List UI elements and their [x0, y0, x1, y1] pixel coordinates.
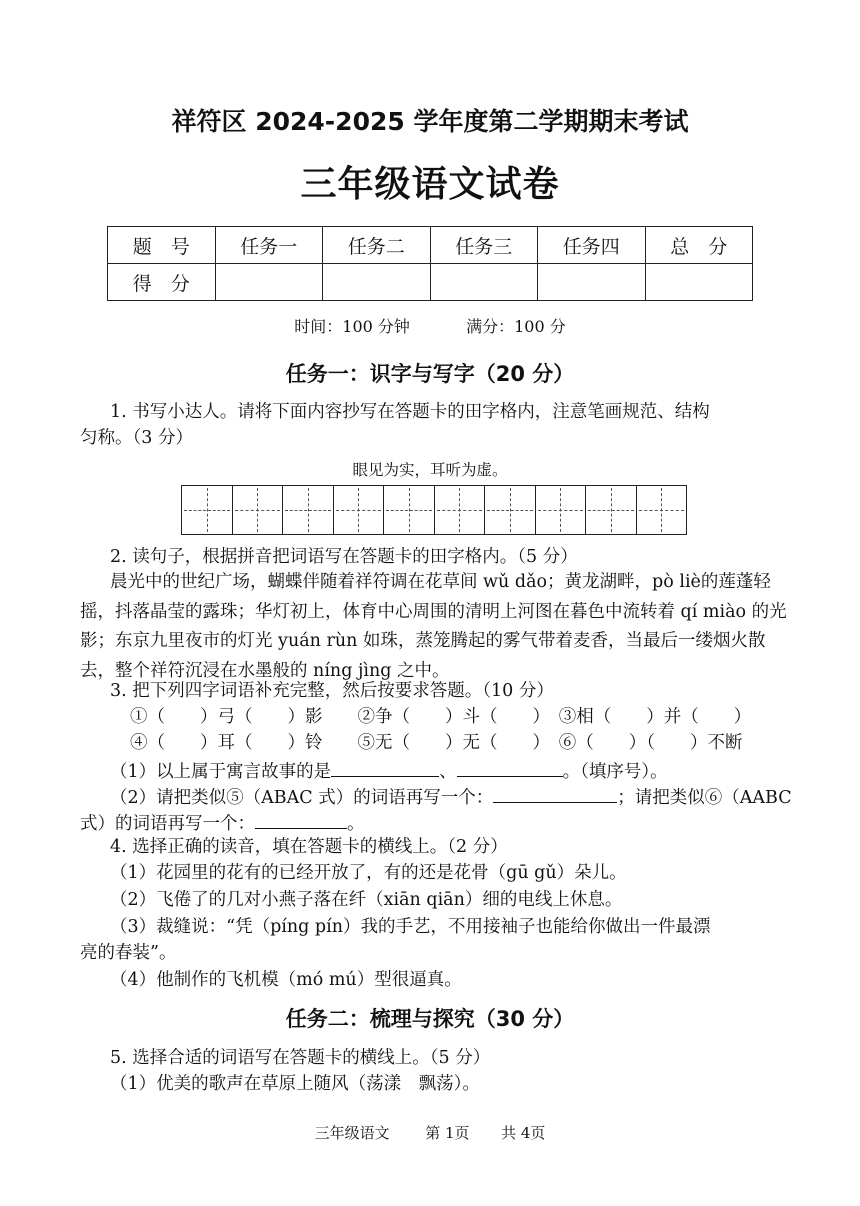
- page-footer: [0, 1122, 860, 1143]
- q3-sub2-cont: ；请把类似⑥（AABC: [617, 788, 792, 808]
- q4-item3: （3）裁缝说：“凭（píng pín）我的手艺，不用接袖子也能给你做出一件最漂: [110, 917, 711, 937]
- tianzige-grid[interactable]: [181, 485, 687, 535]
- section-1-title: 任务一：识字与写字（20 分）: [285, 362, 575, 386]
- score-header-cell: 任务三: [430, 227, 538, 264]
- tianzige-cell[interactable]: [383, 486, 434, 534]
- q3-sub1: [110, 758, 668, 785]
- footer-total: 共 4页: [501, 1124, 546, 1142]
- q2-passage: 晨光中的世纪广场，蝴蝶伴随着祥符调在花草间 wǔ dǎo；黄龙湖畔，pò liè的莲蓬轻摇，抖落晶莹的露珠；华灯初上，体育中心周围的清明上河图在暮色中流转着 qí miào 的光影；东京九里夜市的灯光 yuán rùn 如珠，蒸笼腾起的雾气带着麦香，当最后一缕烟火散去，整个祥符沉浸在水墨般的 níng jìng 之中。: [80, 572, 787, 681]
- score-cell[interactable]: [538, 264, 646, 301]
- answer-blank[interactable]: [493, 784, 617, 803]
- score-header-cell: 任务一: [215, 227, 323, 264]
- q3-sub2-prompt2: 式）的词语再写一个：: [80, 814, 255, 834]
- q3-sub1-sep: 、: [439, 762, 457, 782]
- q3-sub2-line2: [80, 810, 365, 837]
- exam-info: [0, 314, 860, 337]
- tianzige-cell[interactable]: [585, 486, 636, 534]
- tianzige-cell[interactable]: [636, 486, 687, 534]
- score-row-label: 得 分: [108, 264, 216, 301]
- score-header-cell: 总 分: [645, 227, 753, 264]
- q3-idioms-row2: ④（ ）耳（ ）铃 ⑤无（ ）无（ ） ⑥（ ）（ ）不断: [130, 733, 743, 753]
- q4-title: 4. 选择正确的读音，填在答题卡的横线上。（2 分）: [110, 837, 508, 857]
- q3-title: 3. 把下列四字词语补充完整，然后按要求答题。（10 分）: [110, 681, 554, 701]
- score-cell[interactable]: [215, 264, 323, 301]
- q4-item3-cont: 亮的春装”。: [80, 943, 177, 963]
- exam-time: 时间：100 分钟: [294, 317, 410, 336]
- tianzige-cell[interactable]: [282, 486, 333, 534]
- score-table-header-row: [108, 227, 753, 264]
- score-cell[interactable]: [645, 264, 753, 301]
- score-header-cell: 任务四: [538, 227, 646, 264]
- q3-idioms-row1: ①（ ）弓（ ）影 ②争（ ）斗（ ） ③相（ ）并（ ）: [130, 707, 752, 727]
- tianzige-cell[interactable]: [182, 486, 232, 534]
- tianzige-cell[interactable]: [434, 486, 485, 534]
- q4-item2: （2）飞倦了的几对小燕子落在纤（xiān qiān）细的电线上休息。: [110, 890, 623, 910]
- q1-line2: 匀称。（3 分）: [80, 428, 193, 448]
- score-cell[interactable]: [430, 264, 538, 301]
- tianzige-cell[interactable]: [333, 486, 384, 534]
- score-table-score-row: [108, 264, 753, 301]
- q4-item4: （4）他制作的飞机模（mó mú）型很逼真。: [110, 970, 462, 990]
- q3-sub2: [110, 784, 792, 811]
- q3-sub1-end: 。（填序号）。: [562, 762, 668, 782]
- q3-sub1-prompt: （1）以上属于寓言故事的是: [110, 762, 332, 782]
- tianzige-cell[interactable]: [484, 486, 535, 534]
- answer-blank[interactable]: [457, 758, 563, 777]
- q2-title: 2. 读句子，根据拼音把词语写在答题卡的田字格内。（5 分）: [110, 547, 578, 567]
- score-cell[interactable]: [323, 264, 431, 301]
- paper-title: 三年级语文试卷: [300, 164, 560, 205]
- score-header-cell: 题 号: [108, 227, 216, 264]
- footer-page: 第 1页: [425, 1124, 470, 1142]
- answer-blank[interactable]: [255, 810, 347, 829]
- footer-subject: 三年级语文: [314, 1124, 390, 1142]
- exam-title: 祥符区 2024-2025 学年度第二学期期末考试: [171, 107, 689, 136]
- q3-sub2-prompt: （2）请把类似⑤（ABAC 式）的词语再写一个：: [110, 788, 494, 808]
- score-table: [107, 226, 753, 301]
- section-2-title: 任务二：梳理与探究（30 分）: [285, 1007, 575, 1031]
- score-header-cell: 任务二: [323, 227, 431, 264]
- q3-sub2-end: 。: [347, 814, 365, 834]
- exam-full-score: 满分：100 分: [466, 317, 566, 336]
- q5-item1: （1）优美的歌声在草原上随风（荡漾 飘荡）。: [110, 1074, 480, 1094]
- tianzige-cell[interactable]: [232, 486, 283, 534]
- q4-item1: （1）花园里的花有的已经开放了，有的还是花骨（gū gǔ）朵儿。: [110, 863, 627, 883]
- q5-title: 5. 选择合适的词语写在答题卡的横线上。（5 分）: [110, 1048, 491, 1068]
- tianzige-cell[interactable]: [535, 486, 586, 534]
- q1-line1: 1. 书写小达人。请将下面内容抄写在答题卡的田字格内，注意笔画规范、结构: [110, 402, 710, 422]
- answer-blank[interactable]: [331, 758, 439, 777]
- q1-copy-sentence: 眼见为实，耳听为虚。: [352, 461, 508, 479]
